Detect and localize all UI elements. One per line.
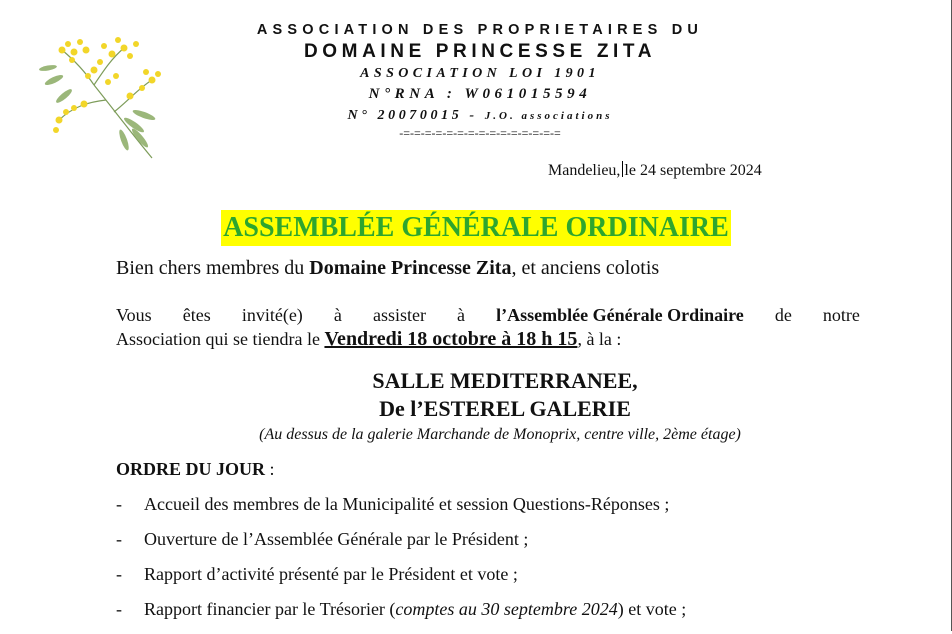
greeting-start: Bien chers membres du bbox=[116, 257, 310, 279]
agenda-item bbox=[116, 564, 686, 599]
invitation-line-2 bbox=[116, 328, 860, 351]
word: assister bbox=[372, 305, 426, 325]
agenda-item bbox=[116, 494, 686, 529]
word: êtes bbox=[182, 305, 211, 325]
invitation-text: Association qui se tiendra le bbox=[116, 329, 325, 349]
agenda-item-text: Ouverture de l’Assemblée Générale par le Président ; bbox=[144, 529, 529, 549]
document-title: ASSEMBLÉE GÉNÉRALE ORDINAIRE bbox=[221, 210, 731, 246]
agenda-item bbox=[116, 529, 686, 564]
dash-bullet: - bbox=[116, 529, 122, 549]
agenda-heading-colon: : bbox=[265, 459, 275, 479]
invitation-line-1 bbox=[116, 305, 860, 326]
venue-name: SALLE MEDITERRANEE, bbox=[372, 368, 638, 393]
date-city: Mandelieu, bbox=[548, 162, 621, 179]
dash-bullet: - bbox=[116, 564, 122, 584]
invitation-paragraph bbox=[116, 305, 860, 351]
word: à bbox=[333, 305, 342, 325]
dash-bullet: - bbox=[116, 599, 122, 619]
date-value: le 24 septembre 2024 bbox=[624, 162, 762, 179]
header-separator: -=-=-=-=-=-=-=-=-=-=-=-=-=-=-= bbox=[399, 126, 561, 140]
title-container bbox=[0, 210, 952, 246]
word: à bbox=[457, 305, 466, 325]
word: notre bbox=[822, 305, 860, 325]
agenda-heading-text: ORDRE DU JOUR bbox=[116, 459, 266, 479]
header-jo-small: J.O. associations bbox=[484, 110, 613, 122]
header-jo-main: N° 20070015 - bbox=[347, 108, 478, 123]
header-jo-number bbox=[200, 108, 760, 124]
agenda-item bbox=[116, 599, 686, 634]
greeting bbox=[116, 257, 659, 280]
agenda-item-text: Accueil des membres de la Municipalité et session Questions-Réponses ; bbox=[144, 494, 670, 514]
venue-note: (Au dessus de la galerie Marchande de Monoprix, centre ville, 2ème étage) bbox=[259, 426, 741, 443]
word: Vous bbox=[116, 305, 152, 325]
greeting-end: , et anciens colotis bbox=[511, 257, 660, 279]
dash-bullet: - bbox=[116, 494, 122, 514]
letter-date bbox=[548, 161, 762, 180]
word: de bbox=[774, 305, 792, 325]
agenda-heading bbox=[116, 459, 275, 480]
header-association-law: ASSOCIATION LOI 1901 bbox=[360, 66, 600, 81]
agenda-item-text: Rapport financier par le Trésorier ( bbox=[144, 599, 396, 619]
greeting-domain: Domaine Princesse Zita bbox=[309, 257, 512, 279]
header-rna-number: N°RNA : W061015594 bbox=[368, 86, 592, 102]
invitation-meeting-name: l’Assemblée Générale Ordinaire bbox=[496, 305, 744, 325]
header-domain-name: DOMAINE PRINCESSE ZITA bbox=[303, 41, 657, 62]
agenda-list bbox=[116, 494, 686, 634]
agenda-item-italic: comptes au 30 septembre 2024 bbox=[395, 599, 618, 619]
agenda-item-text: Rapport d’activité présenté par le Président et vote ; bbox=[144, 564, 518, 584]
event-date: Vendredi 18 octobre à 18 h 15 bbox=[324, 328, 578, 350]
venue-name-2: De l’ESTEREL GALERIE bbox=[379, 396, 631, 421]
word: invité(e) bbox=[241, 305, 303, 325]
agenda-item-text-end: ) et vote ; bbox=[617, 599, 687, 619]
invitation-text-end: , à la : bbox=[577, 329, 622, 349]
header-association-name: ASSOCIATION DES PROPRIETAIRES DU bbox=[256, 22, 704, 38]
mimosa-branch-icon bbox=[34, 30, 174, 162]
